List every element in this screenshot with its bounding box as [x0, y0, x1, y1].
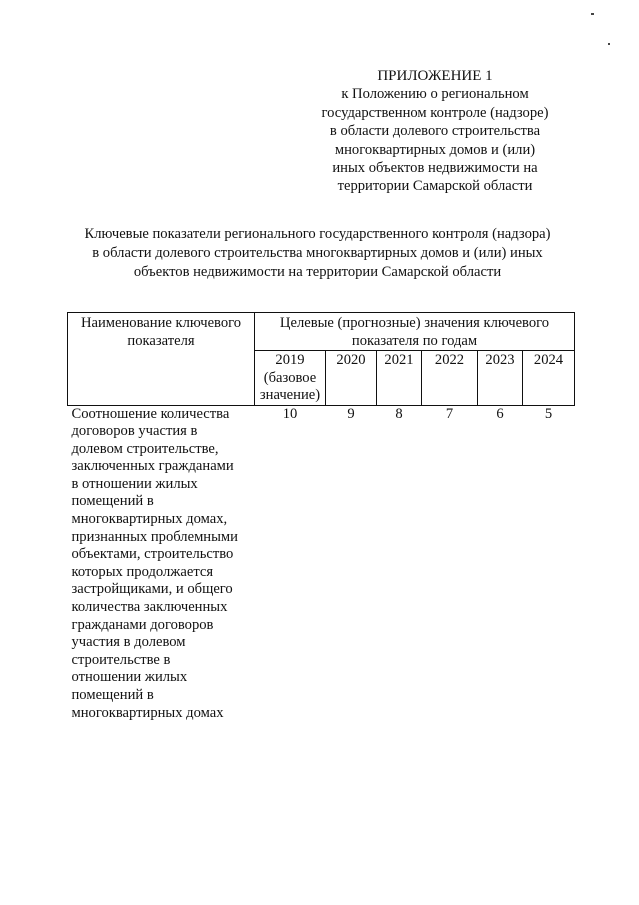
- annex-line: государственном контроле (надзоре): [321, 104, 549, 121]
- year-cell: [478, 351, 523, 406]
- indicator-name-line: Соотношение количества: [71, 405, 230, 422]
- annex-line: территории Самарской области: [337, 178, 533, 195]
- value-cell: 5: [544, 405, 553, 422]
- indicator-name-line: многоквартирных домах,: [71, 511, 228, 528]
- value-cell: 9: [347, 405, 355, 422]
- indicator-name-line: которых продолжается: [71, 563, 214, 580]
- year-cell: [255, 351, 326, 406]
- annex-line: в области долевого строительства: [329, 123, 541, 140]
- year-label: 2023: [485, 352, 515, 368]
- value-cell: 7: [445, 405, 454, 422]
- heading-line: объектов недвижимости на территории Самарской области: [133, 264, 502, 280]
- year-label: 2020: [336, 352, 366, 368]
- header-targets-text: Целевые (прогнозные) значения ключевого показателя по годам: [279, 315, 550, 349]
- header-name-text: Наименование ключевого показателя: [80, 315, 242, 349]
- header-name-cell: [68, 313, 255, 406]
- year-label: 2019 (базовое значение): [259, 352, 321, 403]
- indicator-name-line: признанных проблемными: [71, 528, 238, 545]
- year-cell: [377, 351, 422, 406]
- annex-line: иных объектов недвижимости на: [332, 160, 538, 177]
- indicator-name-line: строительстве в: [71, 651, 171, 668]
- scan-mark: [608, 43, 610, 45]
- indicator-name-cell: [68, 405, 255, 722]
- indicator-name-line: договоров участия в: [71, 423, 198, 440]
- indicator-name-line: помещений в: [71, 687, 154, 703]
- indicator-name-line: объектами, строительство: [71, 546, 234, 563]
- year-label: 2024: [533, 352, 564, 368]
- indicator-name-line: заключенных гражданами: [71, 458, 234, 475]
- indicator-name-line: участия в долевом: [71, 634, 186, 651]
- indicator-name-line: отношении жилых: [71, 669, 188, 686]
- annex-line: к Положению о региональном: [341, 86, 529, 103]
- value-cell: 10: [282, 405, 298, 422]
- year-label: 2022: [434, 352, 465, 368]
- key-indicators-table: [67, 312, 575, 722]
- year-cell: [326, 351, 377, 406]
- value-cell: 8: [395, 405, 403, 422]
- indicator-name-line: количества заключенных: [71, 599, 228, 616]
- header-targets-cell: [255, 313, 575, 351]
- year-label: 2021: [384, 352, 414, 368]
- indicator-name-line: помещений в: [71, 493, 154, 510]
- heading-line: в области долевого строительства многоквартирных домов и (или) иных: [92, 245, 543, 261]
- indicator-name-line: долевом строительстве,: [71, 440, 219, 457]
- scan-mark: [591, 13, 594, 15]
- table-row: [68, 405, 575, 722]
- indicator-name-line: многоквартирных домах: [71, 704, 224, 721]
- heading-line: Ключевые показатели регионального государственного контроля (надзора): [84, 226, 551, 242]
- annex-title: ПРИЛОЖЕНИЕ 1: [377, 68, 493, 84]
- indicator-name-line: в отношении жилых: [71, 475, 198, 492]
- table-header-row: [68, 313, 575, 351]
- annex-block: [300, 67, 570, 196]
- year-cell: [523, 351, 575, 406]
- annex-line: многоквартирных домов и (или): [334, 141, 536, 158]
- indicator-name-line: гражданами договоров: [71, 616, 214, 633]
- document-heading: [40, 225, 595, 282]
- year-cell: [422, 351, 478, 406]
- indicator-name-line: застройщиками, и общего: [71, 581, 233, 598]
- value-cell: 6: [496, 405, 504, 422]
